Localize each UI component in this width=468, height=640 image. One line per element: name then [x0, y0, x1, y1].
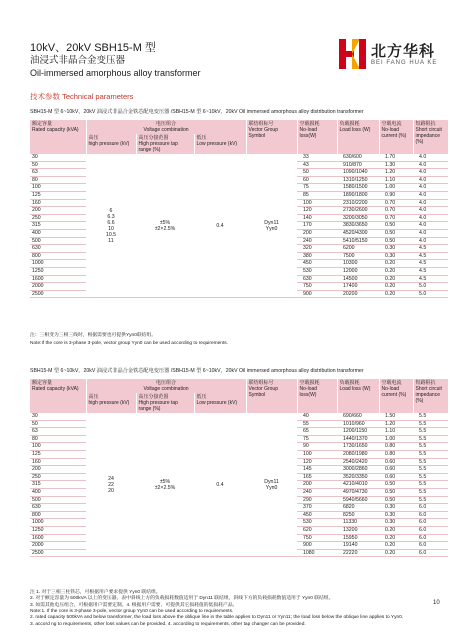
cell-noload-loss: 90: [297, 443, 337, 451]
cell-capacity: 1000: [30, 519, 86, 527]
cell-noload-loss: 290: [297, 496, 337, 504]
cell-load-loss: 3200/3050: [337, 214, 379, 222]
cell-impedance: 4.0: [413, 229, 448, 237]
cell-capacity: 315: [30, 222, 86, 230]
cell-noload-loss: 1080: [297, 549, 337, 557]
cell-noload-loss: 620: [297, 526, 337, 534]
cell-load-loss: 3520/3350: [337, 473, 379, 481]
cell-noload-current: 0.20: [379, 267, 413, 275]
cell-noload-loss: 630: [297, 275, 337, 283]
cell-capacity: 63: [30, 428, 86, 436]
cell-impedance: 4.0: [413, 161, 448, 169]
cell-capacity: 50: [30, 420, 86, 428]
cell-impedance: 6.0: [413, 534, 448, 542]
cell-noload-loss: 120: [297, 207, 337, 215]
cell-noload-current: 0.50: [379, 237, 413, 245]
cell-noload-current: 1.30: [379, 161, 413, 169]
cell-noload-current: 0.70: [379, 214, 413, 222]
table1-caption: SBH15-M 型 6~10kV，20kV 油浸式非晶合金铁芯配电变压器 /SBH15-M 型 6~10kV，20kV Oil immersed amorphous alloy distribution transformer: [30, 109, 364, 115]
cell-impedance: 4.5: [413, 267, 448, 275]
title-en: Oil-immersed amorphous alloy transformer: [30, 68, 201, 78]
cell-noload-loss: 65: [297, 428, 337, 436]
cell-capacity: 250: [30, 214, 86, 222]
cell-capacity: 30: [30, 154, 86, 161]
cell-impedance: 5.5: [413, 481, 448, 489]
cell-load-loss: 2310/2200: [337, 199, 379, 207]
header-noload-current: 空载电流 No-load current (%): [379, 120, 413, 154]
cell-noload-current: 0.60: [379, 473, 413, 481]
header-rated-capacity: 额定容量 Rated capacity (kVA): [30, 120, 86, 154]
cell-capacity: 630: [30, 245, 86, 253]
cell-noload-loss: 200: [297, 229, 337, 237]
header-vector-group: 联结组标号 Vector Group Symbol: [246, 379, 297, 413]
cell-low-voltage: 0.4: [194, 413, 246, 557]
cell-impedance: 4.0: [413, 199, 448, 207]
cell-noload-current: 0.20: [379, 549, 413, 557]
cell-noload-loss: 370: [297, 504, 337, 512]
logo-mark-icon: [339, 39, 367, 69]
cell-noload-current: 0.30: [379, 245, 413, 253]
cell-load-loss: 1010/960: [337, 420, 379, 428]
cell-load-loss: 20200: [337, 290, 379, 298]
cell-impedance: 4.5: [413, 252, 448, 260]
cell-noload-current: 0.20: [379, 260, 413, 268]
cell-load-loss: 2080/1980: [337, 450, 379, 458]
cell-load-loss: 2730/2600: [337, 207, 379, 215]
table2-note-line: 注 1. 对于三相三柱铁芯，可根据用户要求提供 Yyn0 联结组。: [30, 590, 161, 595]
cell-noload-loss: 75: [297, 435, 337, 443]
cell-impedance: 5.5: [413, 428, 448, 436]
cell-load-loss: 910/870: [337, 161, 379, 169]
cell-capacity: 30: [30, 413, 86, 420]
cell-impedance: 5.5: [413, 466, 448, 474]
cell-impedance: 4.0: [413, 176, 448, 184]
cell-impedance: 4.0: [413, 184, 448, 192]
title-type: 油浸式非晶合金变压器: [30, 55, 126, 66]
cell-capacity: 80: [30, 435, 86, 443]
cell-impedance: 6.0: [413, 511, 448, 519]
cell-load-loss: 5410/5150: [337, 237, 379, 245]
cell-load-loss: 4520/4300: [337, 229, 379, 237]
cell-capacity: 50: [30, 161, 86, 169]
cell-noload-loss: 33: [297, 154, 337, 161]
company-logo: [339, 37, 439, 73]
table-row: [30, 413, 448, 420]
cell-capacity: 630: [30, 504, 86, 512]
cell-capacity: 400: [30, 229, 86, 237]
cell-impedance: 4.0: [413, 214, 448, 222]
cell-noload-current: 1.10: [379, 428, 413, 436]
cell-load-loss: 11330: [337, 519, 379, 527]
cell-capacity: 2500: [30, 290, 86, 298]
header-high-tap: 高压分接范围 High pressure tap range (%): [136, 134, 194, 154]
cell-noload-current: 0.30: [379, 252, 413, 260]
cell-noload-loss: 55: [297, 420, 337, 428]
cell-noload-current: 0.30: [379, 511, 413, 519]
cell-noload-current: 0.60: [379, 466, 413, 474]
cell-noload-loss: 100: [297, 199, 337, 207]
cell-capacity: 800: [30, 252, 86, 260]
cell-high-voltage: 6 6.3 6.6 10 10.5 11: [86, 154, 136, 298]
cell-load-loss: 1580/1500: [337, 184, 379, 192]
cell-impedance: 5.5: [413, 458, 448, 466]
header-impedance: 短路阻抗 Short circuit impedance (%): [413, 120, 448, 154]
spec-table-2: [30, 379, 448, 557]
cell-noload-loss: 145: [297, 466, 337, 474]
header-voltage-combination: 电压组合 Voltage combination: [86, 379, 246, 393]
cell-capacity: 160: [30, 458, 86, 466]
header-load-loss: 负载损耗 Load loss (W): [337, 120, 379, 154]
cell-impedance: 5.5: [413, 413, 448, 420]
cell-capacity: 160: [30, 199, 86, 207]
cell-high-voltage: 24 22 20: [86, 413, 136, 557]
cell-impedance: 5.5: [413, 420, 448, 428]
cell-tap-range: ±5% ±2×2.5%: [136, 413, 194, 557]
table1-note-cn: 注：三相变为三相三线时，根据需要也可提供Yyn0联结组。: [30, 333, 157, 338]
cell-impedance: 5.5: [413, 473, 448, 481]
cell-load-loss: 690/660: [337, 413, 379, 420]
cell-noload-current: 0.80: [379, 450, 413, 458]
cell-load-loss: 17400: [337, 283, 379, 291]
cell-impedance: 6.0: [413, 526, 448, 534]
cell-noload-loss: 120: [297, 458, 337, 466]
cell-tap-range: ±5% ±2×2.5%: [136, 154, 194, 298]
cell-noload-loss: 900: [297, 542, 337, 550]
cell-impedance: 4.0: [413, 207, 448, 215]
cell-noload-loss: 43: [297, 161, 337, 169]
cell-noload-loss: 450: [297, 511, 337, 519]
cell-load-loss: 22220: [337, 549, 379, 557]
cell-capacity: 500: [30, 496, 86, 504]
cell-impedance: 5.5: [413, 443, 448, 451]
logo-name-cn: 北方华科: [371, 43, 436, 60]
cell-noload-loss: 320: [297, 245, 337, 253]
cell-noload-loss: 75: [297, 184, 337, 192]
page-number: 10: [433, 600, 440, 606]
cell-impedance: 4.5: [413, 275, 448, 283]
cell-noload-current: 0.70: [379, 199, 413, 207]
cell-load-loss: 10300: [337, 260, 379, 268]
header-vector-group: 联结组标号 Vector Group Symbol: [246, 120, 297, 154]
cell-capacity: 400: [30, 488, 86, 496]
cell-capacity: 800: [30, 511, 86, 519]
cell-load-loss: 1090/1040: [337, 169, 379, 177]
cell-impedance: 5.5: [413, 435, 448, 443]
table2-note-line: 2. rated capacity 500kVA and below transformer, the load loss above the oblique line in the table applies to Dyn11 or Yyn11; the load loss below the oblique line applies to Yyn0.: [30, 615, 404, 621]
table2-note-line: 2. 对于额定容量为 500kVA 以上的变压器，表中斜线上方的负载损耗数值适用于 Dyn11 联结组，斜线下方的负载损耗数值适用于 Yyn0 联结组。: [30, 596, 334, 602]
cell-capacity: 1600: [30, 275, 86, 283]
cell-noload-current: 1.50: [379, 413, 413, 420]
cell-load-loss: 1730/1650: [337, 443, 379, 451]
cell-impedance: 6.0: [413, 519, 448, 527]
cell-load-loss: 8250: [337, 511, 379, 519]
cell-low-voltage: 0.4: [194, 154, 246, 298]
cell-load-loss: 1310/1250: [337, 176, 379, 184]
cell-noload-loss: 240: [297, 237, 337, 245]
cell-noload-loss: 165: [297, 473, 337, 481]
cell-load-loss: 7500: [337, 252, 379, 260]
cell-load-loss: 1200/1150: [337, 428, 379, 436]
cell-capacity: 1600: [30, 534, 86, 542]
cell-vector-group: Dyn11 Yyn0: [246, 413, 297, 557]
title-model: 10kV、20kV SBH15-M 型: [30, 42, 156, 54]
cell-noload-current: 0.20: [379, 283, 413, 291]
cell-noload-current: 0.80: [379, 443, 413, 451]
cell-noload-current: 0.50: [379, 488, 413, 496]
cell-load-loss: 1440/1370: [337, 435, 379, 443]
cell-noload-loss: 60: [297, 176, 337, 184]
cell-noload-loss: 170: [297, 222, 337, 230]
cell-impedance: 4.0: [413, 154, 448, 161]
cell-capacity: 63: [30, 169, 86, 177]
cell-noload-current: 0.20: [379, 290, 413, 298]
cell-noload-current: 0.20: [379, 275, 413, 283]
header-high-tap: 高压分接范围 High pressure tap range (%): [136, 393, 194, 413]
cell-capacity: 2000: [30, 542, 86, 550]
cell-load-loss: 14500: [337, 275, 379, 283]
logo-name-en: BEI FANG HUA KE: [371, 60, 438, 66]
cell-capacity: 100: [30, 443, 86, 451]
cell-capacity: 315: [30, 481, 86, 489]
cell-impedance: 5.0: [413, 283, 448, 291]
cell-noload-loss: 380: [297, 252, 337, 260]
cell-noload-loss: 750: [297, 283, 337, 291]
cell-capacity: 250: [30, 473, 86, 481]
cell-load-loss: 4970/4730: [337, 488, 379, 496]
cell-noload-current: 0.30: [379, 504, 413, 512]
cell-capacity: 1250: [30, 526, 86, 534]
cell-noload-loss: 450: [297, 260, 337, 268]
cell-capacity: 200: [30, 466, 86, 474]
cell-capacity: 500: [30, 237, 86, 245]
cell-noload-loss: 140: [297, 214, 337, 222]
cell-noload-current: 0.50: [379, 229, 413, 237]
header-high-pressure: 高压 high pressure (kV): [86, 393, 136, 413]
cell-load-loss: 6820: [337, 504, 379, 512]
cell-noload-current: 1.10: [379, 176, 413, 184]
cell-impedance: 5.0: [413, 290, 448, 298]
cell-impedance: 6.0: [413, 549, 448, 557]
cell-load-loss: 2540/2420: [337, 458, 379, 466]
header-impedance: 短路阻抗 Short circuit impedance (%): [413, 379, 448, 413]
cell-noload-current: 1.70: [379, 154, 413, 161]
cell-noload-current: 1.20: [379, 169, 413, 177]
cell-noload-current: 1.00: [379, 435, 413, 443]
cell-load-loss: 3000/2860: [337, 466, 379, 474]
cell-noload-current: 0.50: [379, 496, 413, 504]
cell-load-loss: 630/600: [337, 154, 379, 161]
header-voltage-combination: 电压组合 Voltage combination: [86, 120, 246, 134]
cell-noload-current: 0.60: [379, 458, 413, 466]
cell-capacity: 2500: [30, 549, 86, 557]
cell-load-loss: 6200: [337, 245, 379, 253]
cell-noload-loss: 900: [297, 290, 337, 298]
cell-impedance: 5.5: [413, 496, 448, 504]
cell-impedance: 4.0: [413, 237, 448, 245]
cell-impedance: 4.0: [413, 191, 448, 199]
cell-noload-loss: 750: [297, 534, 337, 542]
table-row: [30, 154, 448, 161]
header-load-loss: 负载损耗 Load loss (W): [337, 379, 379, 413]
table2-note-line: 3. accord ng to requirements, other loss values can be provided. 4. according to requirements, other tap changer can be provided.: [30, 621, 306, 627]
cell-noload-current: 0.50: [379, 481, 413, 489]
cell-noload-loss: 530: [297, 519, 337, 527]
cell-noload-current: 1.20: [379, 420, 413, 428]
table1-note-en: Note:If the core is 3-phase 3-pole, vector group Yyn0 can be used according to requirements.: [30, 341, 229, 346]
header-noload-loss: 空载损耗 No-load loss(W): [297, 120, 337, 154]
header-high-pressure: 高压 high pressure (kV): [86, 134, 136, 154]
cell-capacity: 1000: [30, 260, 86, 268]
table2-caption: SBH15-M 型 6~10kV，20kV 油浸式非晶合金铁芯配电变压器 /SBH15-M 型 6~10kV，20kV Oil immersed amorphous alloy distribution transformer: [30, 368, 364, 374]
cell-noload-current: 0.30: [379, 519, 413, 527]
cell-noload-current: 0.50: [379, 222, 413, 230]
cell-impedance: 6.0: [413, 504, 448, 512]
cell-load-loss: 4210/4010: [337, 481, 379, 489]
cell-noload-current: 0.90: [379, 191, 413, 199]
cell-capacity: 125: [30, 450, 86, 458]
cell-noload-loss: 200: [297, 481, 337, 489]
cell-impedance: 6.0: [413, 542, 448, 550]
cell-noload-loss: 240: [297, 488, 337, 496]
cell-noload-current: 0.70: [379, 207, 413, 215]
cell-capacity: 100: [30, 184, 86, 192]
header-noload-loss: 空载损耗 No-load loss(W): [297, 379, 337, 413]
cell-load-loss: 15950: [337, 534, 379, 542]
cell-impedance: 4.0: [413, 222, 448, 230]
title-cn: [30, 42, 156, 67]
cell-load-loss: 5940/5660: [337, 496, 379, 504]
cell-impedance: 5.5: [413, 450, 448, 458]
cell-impedance: 5.5: [413, 488, 448, 496]
cell-capacity: 1250: [30, 267, 86, 275]
header-low-pressure: 低压 Low pressure (kV): [194, 134, 246, 154]
cell-noload-loss: 85: [297, 191, 337, 199]
table2-note-line: Note:1. If the core is 3-phase 3-pole, vector group Yyn0 can be used according to requirements.: [30, 608, 234, 614]
spec-table-1: [30, 120, 448, 298]
cell-load-loss: 13200: [337, 526, 379, 534]
cell-impedance: 4.5: [413, 245, 448, 253]
cell-impedance: 4.5: [413, 260, 448, 268]
cell-noload-loss: 50: [297, 169, 337, 177]
header-rated-capacity: 额定容量 Rated capacity (kVA): [30, 379, 86, 413]
table2-note-line: 3. 如需其他电压组合，可根据用户需要定制。4. 根据用户需要，可提供其它损耗值的低损耗产品。: [30, 602, 238, 608]
section-heading: 技术参数 Technical parameters: [30, 92, 134, 101]
cell-noload-current: 0.20: [379, 534, 413, 542]
cell-load-loss: 19140: [337, 542, 379, 550]
cell-capacity: 2000: [30, 283, 86, 291]
cell-noload-loss: 100: [297, 450, 337, 458]
cell-impedance: 4.0: [413, 169, 448, 177]
cell-load-loss: 1890/1800: [337, 191, 379, 199]
cell-noload-current: 1.00: [379, 184, 413, 192]
cell-noload-loss: 530: [297, 267, 337, 275]
cell-noload-current: 0.20: [379, 526, 413, 534]
cell-load-loss: 12000: [337, 267, 379, 275]
cell-noload-loss: 40: [297, 413, 337, 420]
cell-capacity: 125: [30, 191, 86, 199]
header-noload-current: 空载电流 No-load current (%): [379, 379, 413, 413]
cell-vector-group: Dyn11 Yyn0: [246, 154, 297, 298]
cell-capacity: 80: [30, 176, 86, 184]
cell-noload-current: 0.20: [379, 542, 413, 550]
cell-capacity: 200: [30, 207, 86, 215]
header-low-pressure: 低压 Low pressure (kV): [194, 393, 246, 413]
cell-load-loss: 3830/3650: [337, 222, 379, 230]
